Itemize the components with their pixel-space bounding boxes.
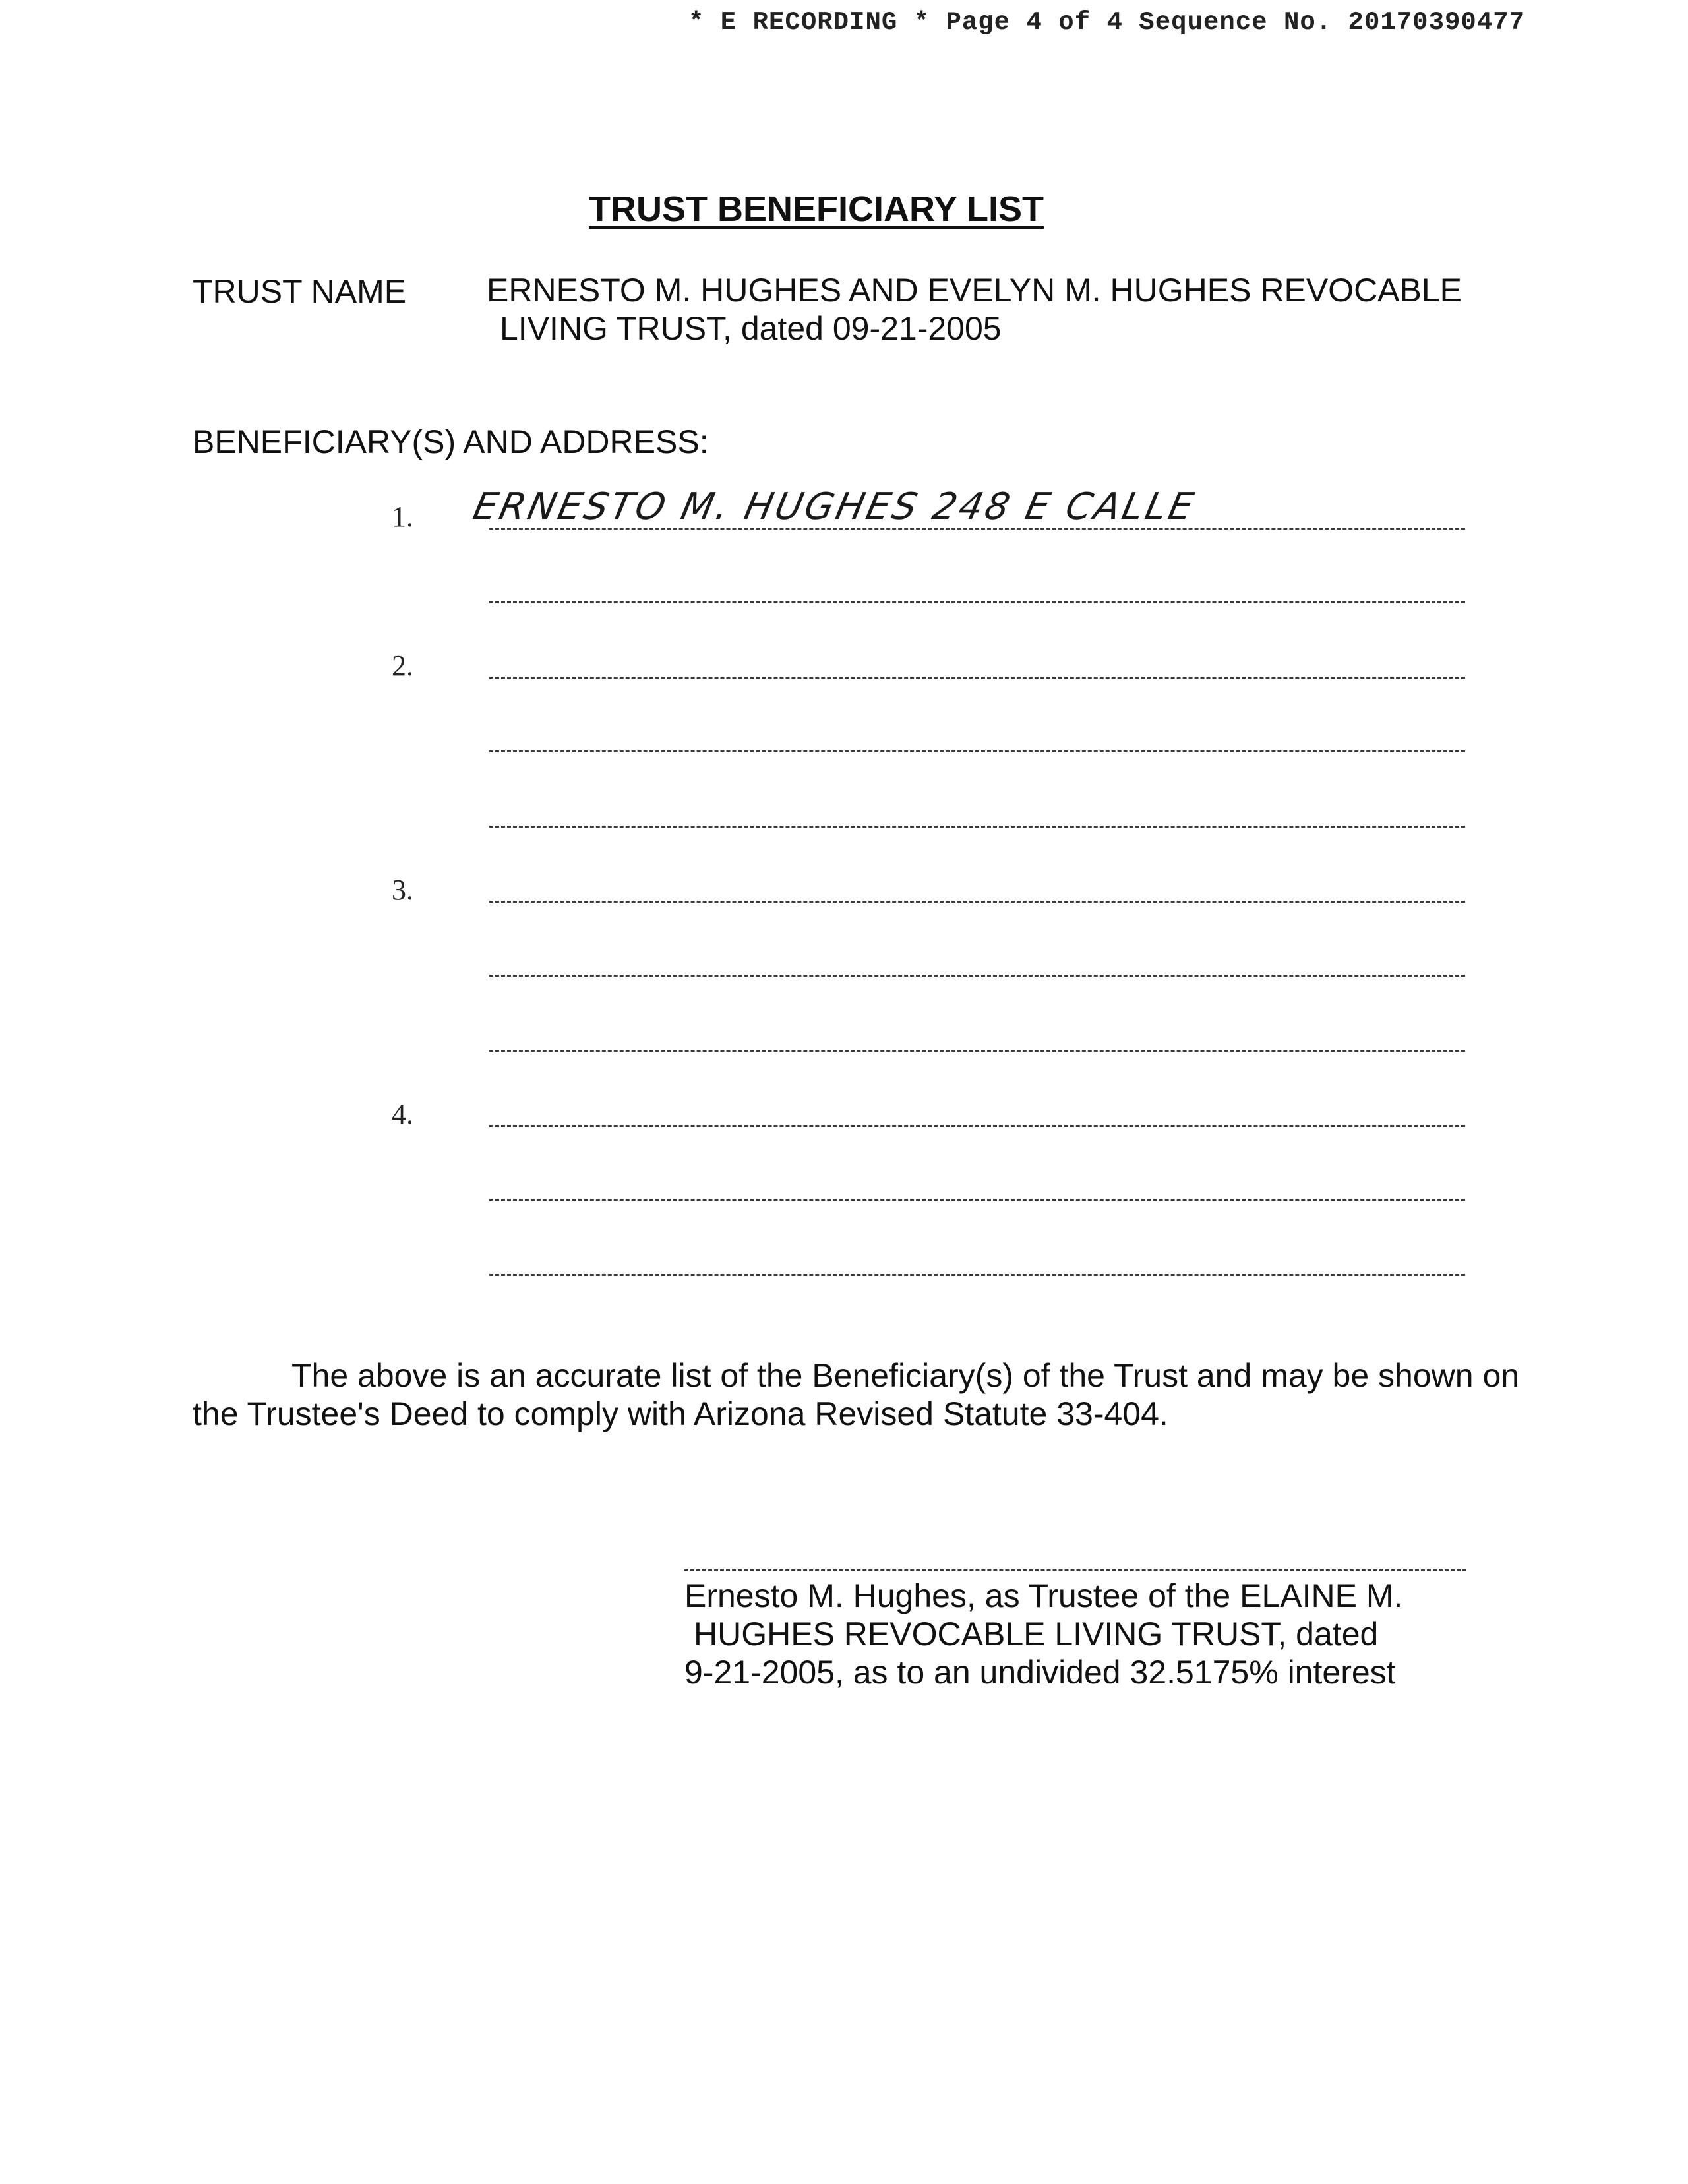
recording-header: * E RECORDING * Page 4 of 4 Sequence No. 20170390477	[688, 8, 1525, 37]
trust-name-value-line1: ERNESTO M. HUGHES AND EVELYN M. HUGHES REVOCABLE	[487, 272, 1462, 309]
signature-caption-line-3: 9-21-2005, as to an undivided 32.5175% interest	[684, 1654, 1396, 1691]
statement-line-2: the Trustee's Deed to comply with Arizona Revised Statute 33-404.	[193, 1395, 1168, 1432]
beneficiaries-label: BENEFICIARY(S) AND ADDRESS:	[193, 423, 709, 460]
signature-caption-line-2: HUGHES REVOCABLE LIVING TRUST, dated	[694, 1616, 1379, 1653]
trust-name-label: TRUST NAME	[193, 273, 407, 310]
beneficiary-2-line-1	[489, 677, 1465, 679]
beneficiary-2-number: 2.	[392, 650, 413, 682]
beneficiary-1-number: 1.	[392, 501, 413, 533]
beneficiary-3-number: 3.	[392, 874, 413, 906]
statement-line-1: The above is an accurate list of the Beneficiary(s) of the Trust and may be shown on	[291, 1357, 1520, 1394]
beneficiary-2-line-3	[489, 826, 1465, 828]
beneficiary-1-line-1	[489, 528, 1465, 530]
beneficiary-3-line-1	[489, 901, 1465, 903]
beneficiary-4-line-1	[489, 1125, 1465, 1127]
beneficiary-3-line-2	[489, 975, 1465, 977]
page-title: TRUST BENEFICIARY LIST	[589, 189, 1044, 229]
beneficiary-2-line-2	[489, 750, 1465, 752]
beneficiary-4-line-2	[489, 1199, 1465, 1201]
beneficiary-3-line-3	[489, 1050, 1465, 1052]
beneficiary-1-handwritten-entry: ERNESTO M. HUGHES 248 E CALLE	[469, 485, 1200, 528]
beneficiary-4-line-3	[489, 1274, 1465, 1276]
beneficiary-4-number: 4.	[392, 1098, 413, 1130]
signature-caption-line-1: Ernesto M. Hughes, as Trustee of the ELAINE M.	[684, 1577, 1403, 1614]
signature-line	[684, 1569, 1466, 1571]
beneficiary-1-line-2	[489, 601, 1465, 603]
trust-name-value-line2: LIVING TRUST, dated 09-21-2005	[500, 310, 1002, 347]
